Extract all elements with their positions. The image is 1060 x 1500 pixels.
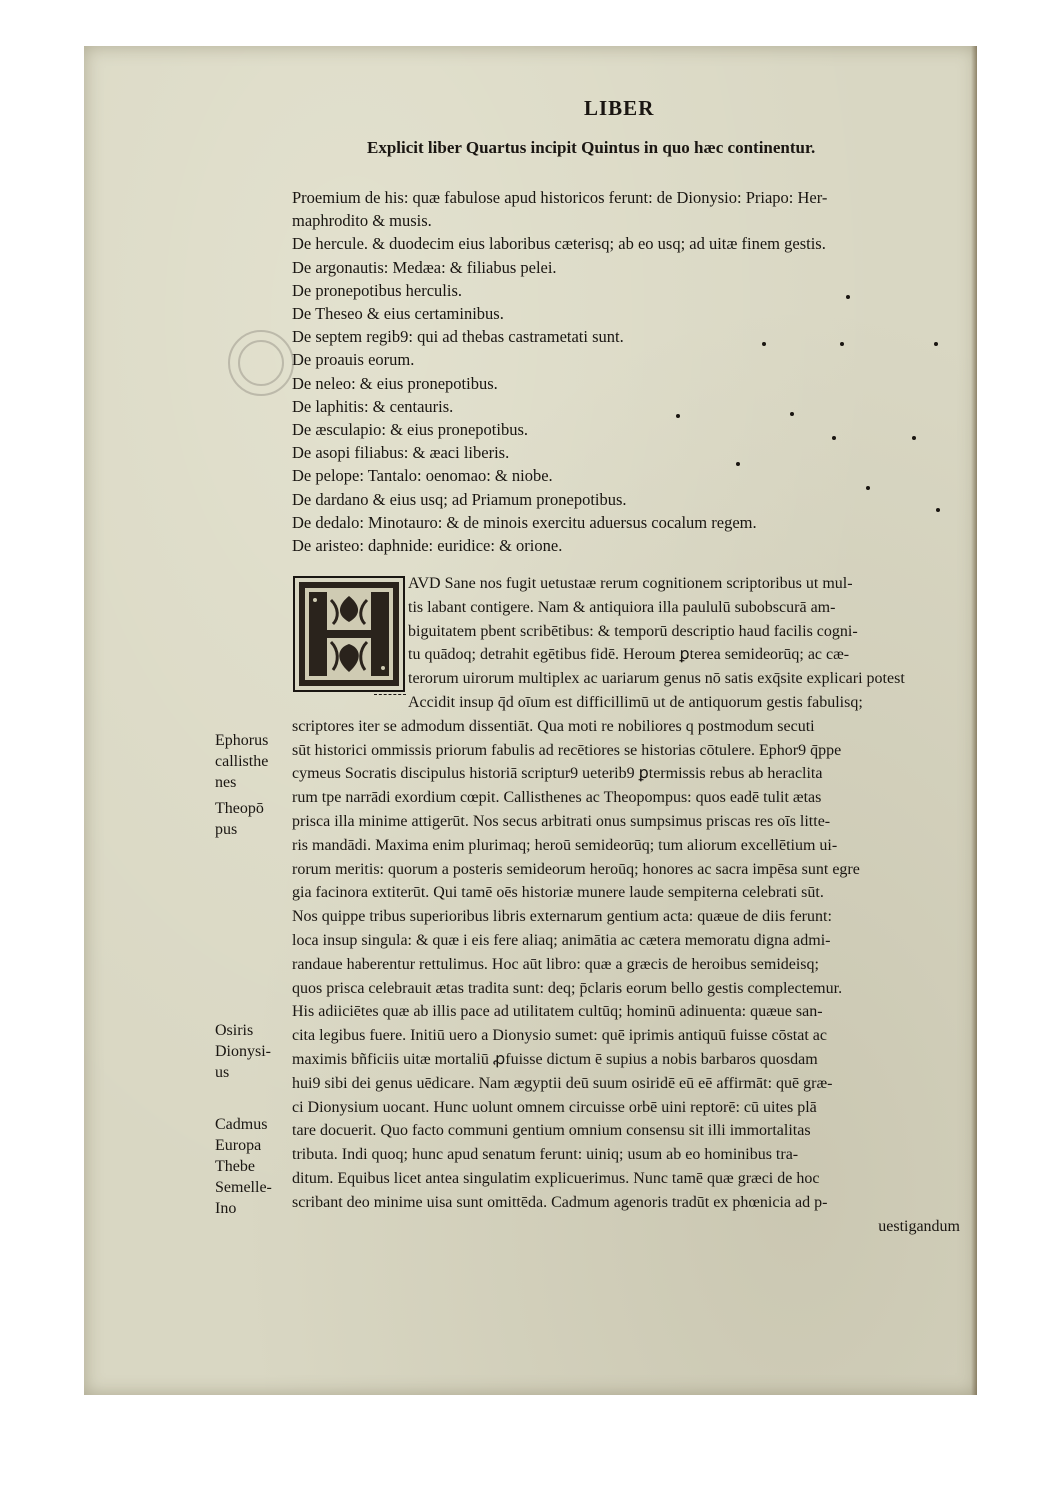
contents-item: De hercule. & duodecim eius laboribus cæterisq; ab eo usq; ad uitæ finem gestis. [292, 234, 826, 254]
body-line: rum tpe narrādi exordium cœpit. Callisthenes ac Theopompus: quos eadē tulit ætas [292, 789, 822, 807]
ink-speck [846, 295, 850, 299]
body-line: ci Dionysium uocant. Hunc uolunt omnem circuisse orbē uini reptorē: cū uites plā [292, 1098, 817, 1116]
contents-item: De neleo: & eius pronepotibus. [292, 373, 498, 393]
body-line: scriptores iter se admodum dissentiāt. Qua moti re nobiliores q postmodum secuti [292, 717, 815, 735]
margin-note-cadmus: Cadmus Europa Thebe Semelle- Ino [215, 1116, 272, 1217]
contents-item: De æsculapio: & eius pronepotibus. [292, 420, 529, 440]
margin-note-osiris: Osiris Dionysi- us [215, 1022, 271, 1081]
body-line: hui9 sibi dei genus uēdicare. Nam ægyptii deū suum osiridē eū eē affirmāt: quē græ- [292, 1074, 833, 1092]
ink-speck [790, 412, 794, 416]
body-line: randaue haberentur rettulimus. Hoc aūt libro: quæ a græcis de heroibus semideisq; [292, 955, 819, 973]
ink-speck [736, 462, 740, 466]
body-line: cymeus Socratis discipulus historiā scriptur9 ueterib9 ꝑtermissis rebus ab heraclita [292, 765, 823, 783]
contents-item: De dardano & eius usq; ad Priamum pronepotibus. [292, 489, 627, 509]
contents-item: Proemium de his: quæ fabulose apud historicos ferunt: de Dionysio: Priapo: Her- [292, 188, 828, 207]
body-line: tis labant contigere. Nam & antiquiora illa paululū subobscurā am- [408, 598, 836, 616]
contents-item: De dedalo: Minotauro: & de minois exercitu aduersus cocalum regem. [292, 512, 757, 532]
ink-speck [762, 342, 766, 346]
contents-item: De pronepotibus herculis. [292, 280, 463, 300]
body-line: His adiiciētes quæ ab illis pace ad utilitatem cultūq; hominū adinuenta: quæue san- [292, 1003, 823, 1021]
contents-item: De Theseo & eius certaminibus. [292, 304, 504, 324]
margin-note-theopompus: Theopō pus [215, 800, 264, 838]
body-line: Nos quippe tribus superioribus libris externarum gentium acta: quæue de diis ferunt: [292, 908, 832, 926]
body-line: scribant deo minime uisa sunt omittēda. Cadmum agenoris tradūt ex phœnicia ad p- [292, 1193, 828, 1211]
body-line: ris mandādi. Maxima enim plurimaq; heroū semideorūq; tum aliorum excellētium ui- [292, 836, 838, 854]
ink-speck [936, 508, 940, 512]
floral-initial-icon [295, 578, 403, 690]
running-head: LIBER [584, 96, 655, 120]
contents-item: De argonautis: Medæa: & filiabus pelei. [292, 257, 557, 277]
body-line: terorum uirorum multiplex ac uariarum genus nō satis exq̄site explicari potest [408, 670, 905, 688]
body-line: biguitatem pbent scribētibus: & temporū descriptio haud facilis cogni- [408, 622, 858, 640]
body-line: Accidit insup q̄d oīum est difficillimū ut de antiquorum gestis fabulisq; [408, 693, 863, 711]
scanned-page [84, 46, 977, 1395]
ink-speck [676, 414, 680, 418]
page-edge-shadow [971, 46, 977, 1395]
catchword: uestigandum [878, 1217, 960, 1235]
body-line: AVD Sane nos fugit uetustaæ rerum cognitionem scriptoribus ut mul- [408, 575, 853, 592]
body-line: ditum. Equibus licet antea singulatim explicuerimus. Nunc tamē quæ græci de hoc [292, 1169, 820, 1187]
body-line: maximis bñficiis uitæ mortaliū ꝓfuisse dictum ē supius a nobis barbaros quosdam [292, 1050, 818, 1068]
body-line: quos prisca celebrauit ætas tradita sunt: deq; p̄claris eorum bello gestis complectemur. [292, 979, 843, 997]
ink-speck [832, 436, 836, 440]
contents-item: De pelope: Tantalo: oenomao: & niobe. [292, 466, 553, 486]
contents-item: De septem regib9: qui ad thebas castrametati sunt. [292, 327, 624, 347]
ink-speck [912, 436, 916, 440]
body-line: tributa. Indi quoq; hunc apud senatum ferunt: uiniq; usum ab eo hominibus tra- [292, 1146, 799, 1164]
contents-item: De aristeo: daphnide: euridice: & orione. [292, 536, 563, 556]
body-line: tu quādoq; detrahit egētibus fidē. Heroum ꝑterea semideorūq; ac cæ- [408, 646, 850, 664]
margin-note-ephorus: Ephorus callisthe nes [215, 732, 269, 791]
ink-speck [934, 342, 938, 346]
contents-item: De asopi filiabus: & æaci liberis. [292, 443, 510, 463]
decorated-initial-h [293, 576, 405, 692]
ink-speck [866, 486, 870, 490]
library-stamp-mark [238, 340, 284, 386]
contents-item: De laphitis: & centauris. [292, 396, 454, 416]
body-line: rorum meritis: quorum a posteris semideorum heroūq; honores ac sacra impēsa sunt egre [292, 860, 860, 878]
body-line: prisca illa minime attigerūt. Nos secus arbitrati onus sumpsimus priscas res oīs litte- [292, 812, 831, 830]
incipit-heading: Explicit liber Quartus incipit Quintus in quo hæc continentur. [367, 138, 816, 157]
ink-speck [840, 342, 844, 346]
body-line: loca insup singula: & quæ i eis fere aliaq; animātia ac cætera memoratu digna admi- [292, 931, 831, 949]
body-line: tare docuerit. Quo facto communi gentium omnium consensu sit illi immortalitas [292, 1122, 811, 1140]
initial-underline [374, 694, 406, 695]
contents-item: De proauis eorum. [292, 350, 415, 370]
contents-item: maphrodito & musis. [292, 211, 432, 231]
body-line: gia facinora extiterūt. Qui tamē oēs historiæ munere laude sempiterna celebrati sūt. [292, 884, 824, 902]
body-line: cita legibus fuere. Initiū uero a Dionysio sumet: quē iprimis antiquū fuisse cōstat ac [292, 1027, 827, 1045]
contents-list [292, 186, 952, 557]
body-line: sūt historici ommissis priorum fabulis ad recētiores se historias cōtulere. Ephor9 q̄ppe [292, 741, 842, 759]
